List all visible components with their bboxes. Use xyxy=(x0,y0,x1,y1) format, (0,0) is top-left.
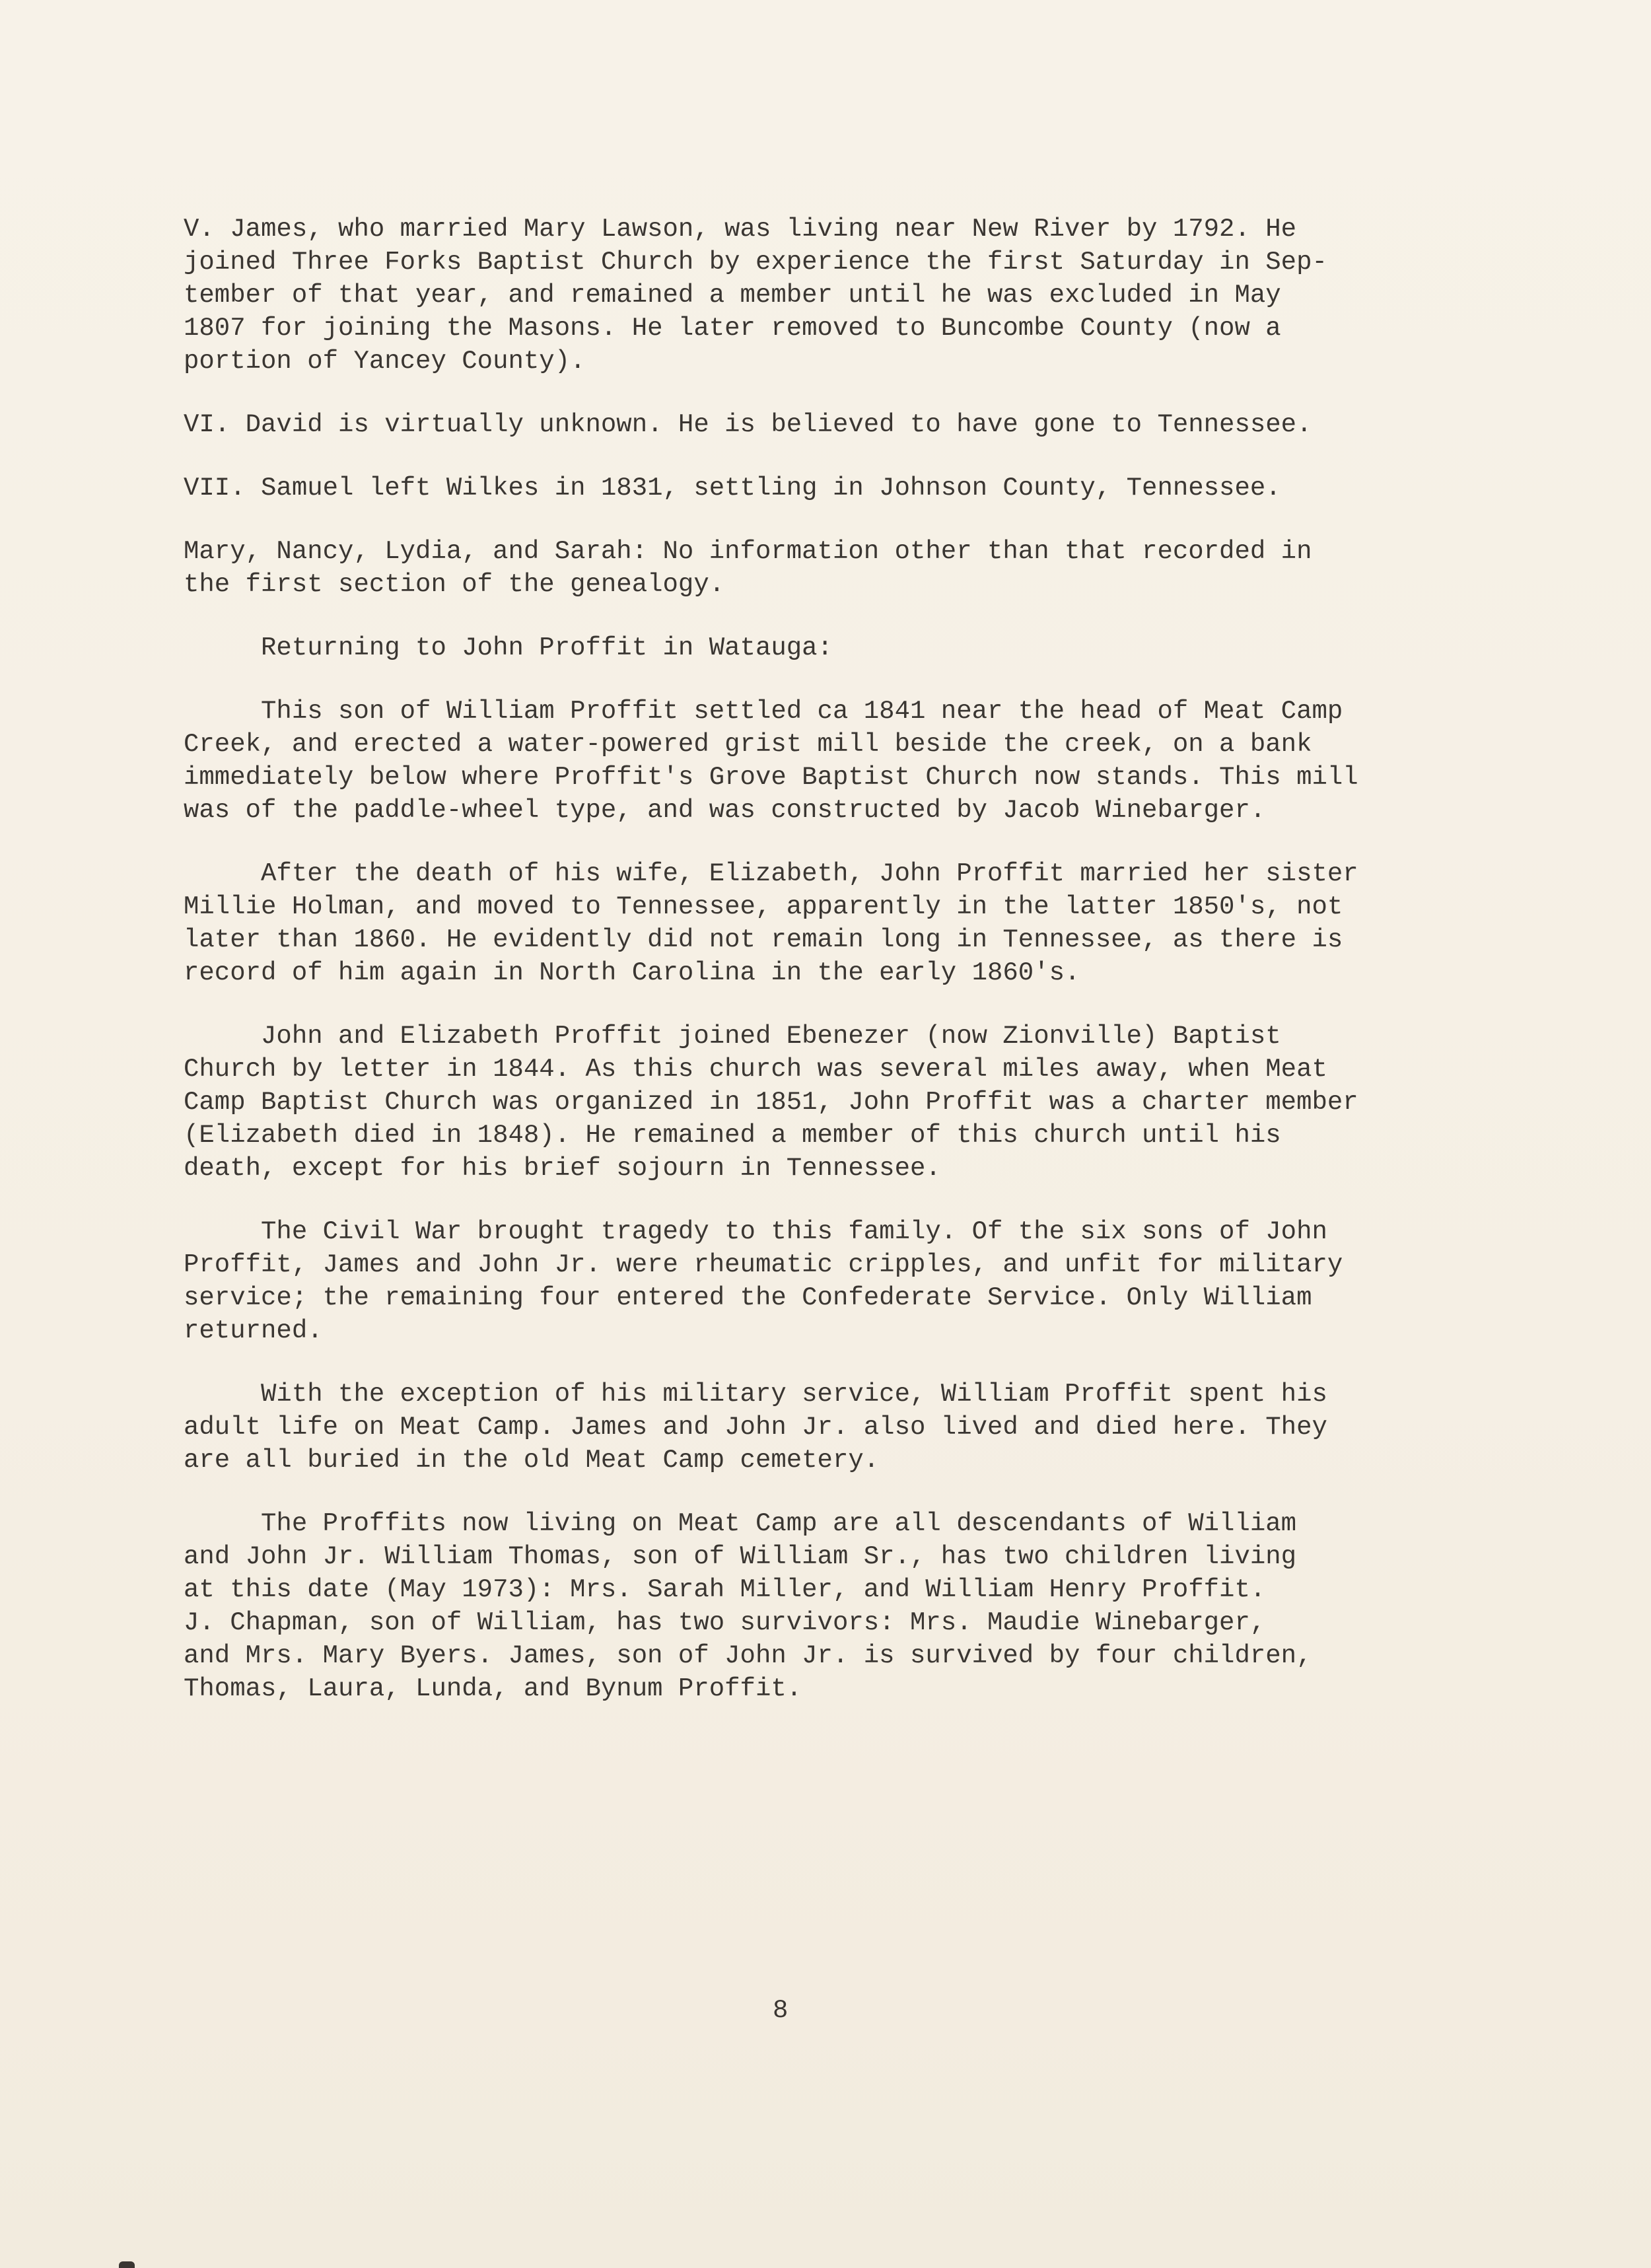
text-line: Millie Holman, and moved to Tennessee, apparently in the latter 1850's, not xyxy=(184,892,1343,921)
text-line: Church by letter in 1844. As this church was several miles away, when Meat xyxy=(184,1055,1327,1084)
text-line: (Elizabeth died in 1848). He remained a member of this church until his xyxy=(184,1121,1281,1150)
text-line: death, except for his brief sojourn in Tennessee. xyxy=(184,1154,941,1183)
paragraph xyxy=(184,1215,1478,1347)
text-line: Returning to John Proffit in Watauga: xyxy=(184,633,833,662)
paragraph xyxy=(184,695,1478,827)
paragraph xyxy=(184,408,1478,441)
text-line: service; the remaining four entered the Confederate Service. Only William xyxy=(184,1283,1312,1312)
text-line: tember of that year, and remained a member until he was excluded in May xyxy=(184,281,1281,310)
paragraph xyxy=(184,1507,1478,1705)
text-line: Camp Baptist Church was organized in 1851, John Proffit was a charter member xyxy=(184,1088,1358,1117)
body-text xyxy=(184,213,1478,1736)
text-line: VII. Samuel left Wilkes in 1831, settling in Johnson County, Tennessee. xyxy=(184,474,1281,503)
paragraph xyxy=(184,213,1478,378)
text-line: The Civil War brought tragedy to this family. Of the six sons of John xyxy=(184,1217,1327,1246)
text-line: was of the paddle-wheel type, and was constructed by Jacob Winebarger. xyxy=(184,796,1266,825)
text-line: and Mrs. Mary Byers. James, son of John Jr. is survived by four children, xyxy=(184,1641,1312,1670)
text-line: Thomas, Laura, Lunda, and Bynum Proffit. xyxy=(184,1674,802,1703)
text-line: V. James, who married Mary Lawson, was living near New River by 1792. He xyxy=(184,215,1297,244)
text-line: immediately below where Proffit's Grove Baptist Church now stands. This mill xyxy=(184,763,1358,792)
text-line: John and Elizabeth Proffit joined Ebenezer (now Zionville) Baptist xyxy=(184,1022,1281,1051)
text-line: portion of Yancey County). xyxy=(184,347,586,376)
text-line: Creek, and erected a water-powered grist mill beside the creek, on a bank xyxy=(184,730,1312,759)
page-edge-mark xyxy=(119,2261,135,2268)
text-line: the first section of the genealogy. xyxy=(184,570,725,599)
page-number: 8 xyxy=(773,1996,789,2025)
text-line: After the death of his wife, Elizabeth, John Proffit married her sister xyxy=(184,859,1358,888)
text-line: The Proffits now living on Meat Camp are all descendants of William xyxy=(184,1509,1297,1538)
text-line: are all buried in the old Meat Camp cemetery. xyxy=(184,1446,880,1475)
text-line: adult life on Meat Camp. James and John Jr. also lived and died here. They xyxy=(184,1413,1327,1442)
text-line: joined Three Forks Baptist Church by experience the first Saturday in Sep- xyxy=(184,248,1327,277)
text-line: at this date (May 1973): Mrs. Sarah Miller, and William Henry Proffit. xyxy=(184,1575,1266,1604)
paragraph xyxy=(184,631,1478,664)
paragraph xyxy=(184,472,1478,505)
text-line: This son of William Proffit settled ca 1841 near the head of Meat Camp xyxy=(184,697,1343,726)
text-line: With the exception of his military service, William Proffit spent his xyxy=(184,1380,1327,1409)
text-line: returned. xyxy=(184,1316,323,1345)
text-line: record of him again in North Carolina in the early 1860's. xyxy=(184,958,1080,987)
text-line: and John Jr. William Thomas, son of William Sr., has two children living xyxy=(184,1542,1297,1571)
text-line: later than 1860. He evidently did not remain long in Tennessee, as there is xyxy=(184,925,1343,954)
text-line: 1807 for joining the Masons. He later removed to Buncombe County (now a xyxy=(184,314,1281,343)
text-line: Mary, Nancy, Lydia, and Sarah: No information other than that recorded in xyxy=(184,537,1312,566)
text-line: Proffit, James and John Jr. were rheumatic cripples, and unfit for military xyxy=(184,1250,1343,1279)
paragraph xyxy=(184,1378,1478,1477)
paragraph xyxy=(184,1020,1478,1185)
text-line: VI. David is virtually unknown. He is believed to have gone to Tennessee. xyxy=(184,410,1312,439)
paragraph xyxy=(184,535,1478,601)
text-line: J. Chapman, son of William, has two survivors: Mrs. Maudie Winebarger, xyxy=(184,1608,1266,1637)
paragraph xyxy=(184,857,1478,989)
